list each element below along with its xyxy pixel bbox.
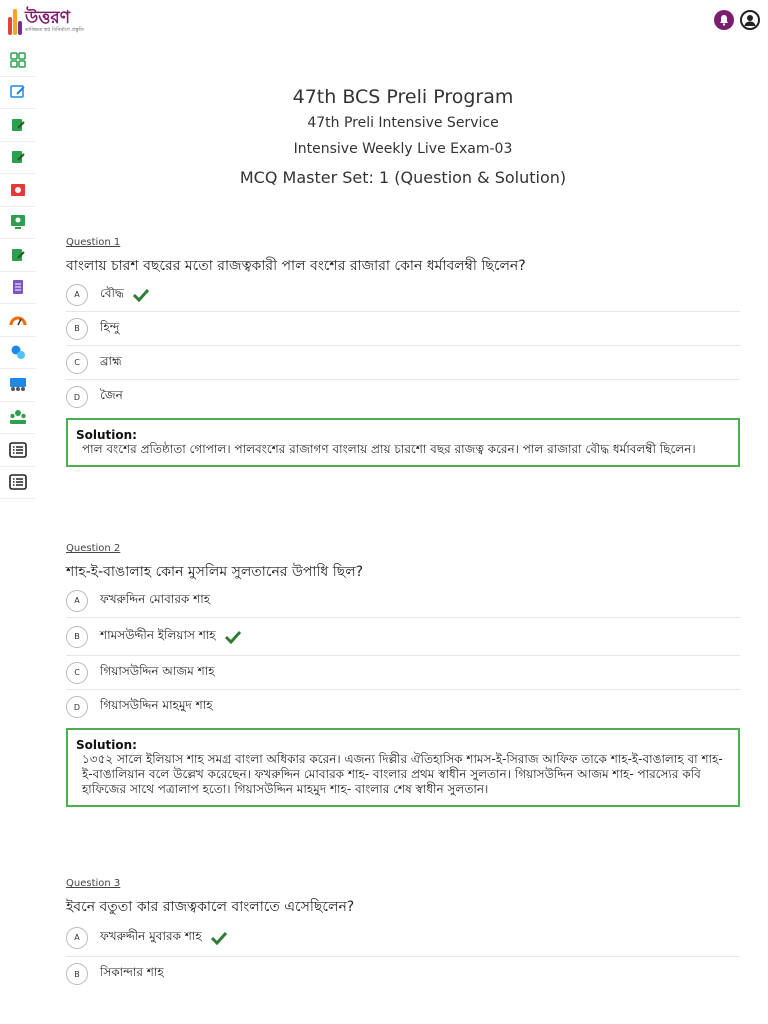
option-text: ব্রাহ্ম xyxy=(100,353,122,368)
exam-title: Intensive Weekly Live Exam-03 xyxy=(293,141,513,157)
edit-window-icon xyxy=(10,84,26,100)
sidebar-item-list-1[interactable] xyxy=(0,434,36,467)
grid-icon xyxy=(10,52,26,68)
option-letter: B xyxy=(66,318,88,340)
classroom-icon xyxy=(9,377,27,393)
option-a[interactable] xyxy=(66,919,740,957)
sidebar-item-exam-2[interactable] xyxy=(0,142,36,175)
option-text: বৌদ্ধ xyxy=(100,285,124,300)
sidebar-item-edit[interactable] xyxy=(0,77,36,110)
solution-text: পাল বংশের প্রতিষ্ঠাতা গোপাল। পালবংশের রাজাগণ বাংলায় প্রায় চারশো বছর রাজত্ব করেন। পাল রাজারা বৌদ্ধ ধর্মাবলম্বী ছিলেন। xyxy=(82,442,696,456)
chat-icon xyxy=(10,344,26,360)
option-text: হিন্দু xyxy=(100,319,120,334)
option-letter: C xyxy=(66,352,88,374)
option-b[interactable] xyxy=(66,618,740,656)
question-card xyxy=(66,236,740,467)
lecture-screen-icon xyxy=(10,214,26,230)
option-letter: A xyxy=(66,927,88,949)
page-title: 47th BCS Preli Program xyxy=(292,86,514,108)
correct-check-icon xyxy=(224,630,242,644)
document-list-icon xyxy=(10,279,26,295)
exam-header xyxy=(66,84,740,190)
question-text: ইবনে বতুতা কার রাজত্বকালে বাংলাতে এসেছিলেন? xyxy=(66,899,355,915)
question-number: Question 3 xyxy=(66,878,121,889)
option-text: ফখরুদ্দিন মোবারক শাহ xyxy=(100,591,211,606)
brand-tagline: কাঙ্ক্ষিত স্বপ্ন বিনির্মাণে প্রস্তুতি xyxy=(25,26,84,33)
option-d[interactable] xyxy=(66,690,740,724)
option-text: সিকান্দার শাহ xyxy=(100,965,164,979)
profile-button[interactable] xyxy=(740,10,760,30)
solution-box xyxy=(66,418,740,467)
logo-mark-icon xyxy=(8,7,22,35)
group-icon xyxy=(9,409,27,425)
sidebar-item-exam-3[interactable] xyxy=(0,239,36,272)
set-title: MCQ Master Set: 1 (Question & Solution) xyxy=(239,168,567,187)
correct-check-icon xyxy=(210,931,228,945)
option-c[interactable] xyxy=(66,346,740,380)
option-text: ফখরুদ্দীন মুবারক শাহ xyxy=(100,928,202,943)
speedometer-icon xyxy=(9,312,27,328)
option-text: শামসউদ্দীন ইলিয়াস শাহ xyxy=(100,627,216,642)
correct-check-icon xyxy=(132,288,150,302)
question-text: শাহ-ই-বাঙালাহ কোন মুসলিম সুলতানের উপাধি ছিল? xyxy=(66,564,364,580)
solution-label: Solution: xyxy=(76,738,137,752)
brand-name: উত্তরণ xyxy=(25,7,71,28)
media-icon xyxy=(10,182,26,198)
option-letter: D xyxy=(66,696,88,718)
sidebar-item-discussion[interactable] xyxy=(0,337,36,370)
option-letter: B xyxy=(66,626,88,648)
list-icon xyxy=(9,474,27,490)
sidebar-item-classroom[interactable] xyxy=(0,369,36,402)
option-a[interactable] xyxy=(66,584,740,618)
option-text: জৈন xyxy=(100,388,123,402)
option-d[interactable] xyxy=(66,380,740,414)
sidebar-item-dashboard[interactable] xyxy=(0,44,36,77)
sidebar-item-documents[interactable] xyxy=(0,272,36,305)
question-card xyxy=(66,877,740,991)
solution-label: Solution: xyxy=(76,428,137,442)
option-letter: C xyxy=(66,662,88,684)
exam-pen-icon xyxy=(10,117,26,133)
brand-logo[interactable] xyxy=(8,4,84,38)
option-text: গিয়াসউদ্দিন আজম শাহ xyxy=(100,663,215,678)
sidebar-item-lecture[interactable] xyxy=(0,207,36,240)
exam-pen-icon xyxy=(10,247,26,263)
sidebar-item-progress[interactable] xyxy=(0,304,36,337)
main-content xyxy=(66,44,740,979)
option-a[interactable] xyxy=(66,278,740,312)
option-letter: D xyxy=(66,386,88,408)
notification-button[interactable] xyxy=(714,10,734,30)
question-number: Question 2 xyxy=(66,543,121,554)
sidebar-item-media[interactable] xyxy=(0,174,36,207)
question-number: Question 1 xyxy=(66,237,121,248)
question-card xyxy=(66,542,740,807)
top-bar xyxy=(0,0,768,44)
option-c[interactable] xyxy=(66,656,740,690)
service-title: 47th Preli Intensive Service xyxy=(307,115,499,131)
sidebar-item-group[interactable] xyxy=(0,402,36,435)
option-text: গিয়াসউদ্দিন মাহমুদ শাহ xyxy=(100,698,213,712)
solution-box xyxy=(66,728,740,807)
solution-text: ১৩৫২ সালে ইলিয়াস শাহ সমগ্র বাংলা অধিকার করেন। এজন্য দিল্লীর ঐতিহাসিক শামস-ই-সিরাজ আফিফ তাকে শাহ-ই-বাঙালাহ বা শাহ-ই-বাঙালিয়ান বলে উল্লেখ করেছেন। ফখরুদ্দিন মোবারক শাহ- বাংলার প্রথম স্বাধীন সুলতান। গিয়াসউদ্দিন আজম শাহ- পারস্যের কবি হাফিজের সাথে পত্রালাপ হতো। গিয়াসউদ্দিন মাহমুদ শাহ- বাংলার শেষ স্বাধীন সুলতান। xyxy=(82,752,723,796)
option-letter: B xyxy=(66,963,88,985)
user-icon xyxy=(743,13,757,27)
sidebar xyxy=(0,44,36,504)
sidebar-item-list-2[interactable] xyxy=(0,467,36,500)
option-b[interactable] xyxy=(66,957,740,991)
option-letter: A xyxy=(66,284,88,306)
option-b[interactable] xyxy=(66,312,740,346)
sidebar-item-exam-1[interactable] xyxy=(0,109,36,142)
list-icon xyxy=(9,442,27,458)
exam-pen-icon xyxy=(10,149,26,165)
bell-icon xyxy=(718,14,730,26)
question-text: বাংলায় চারশ বছরের মতো রাজত্বকারী পাল বংশের রাজারা কোন ধর্মাবলম্বী ছিলেন? xyxy=(66,258,526,274)
option-letter: A xyxy=(66,590,88,612)
